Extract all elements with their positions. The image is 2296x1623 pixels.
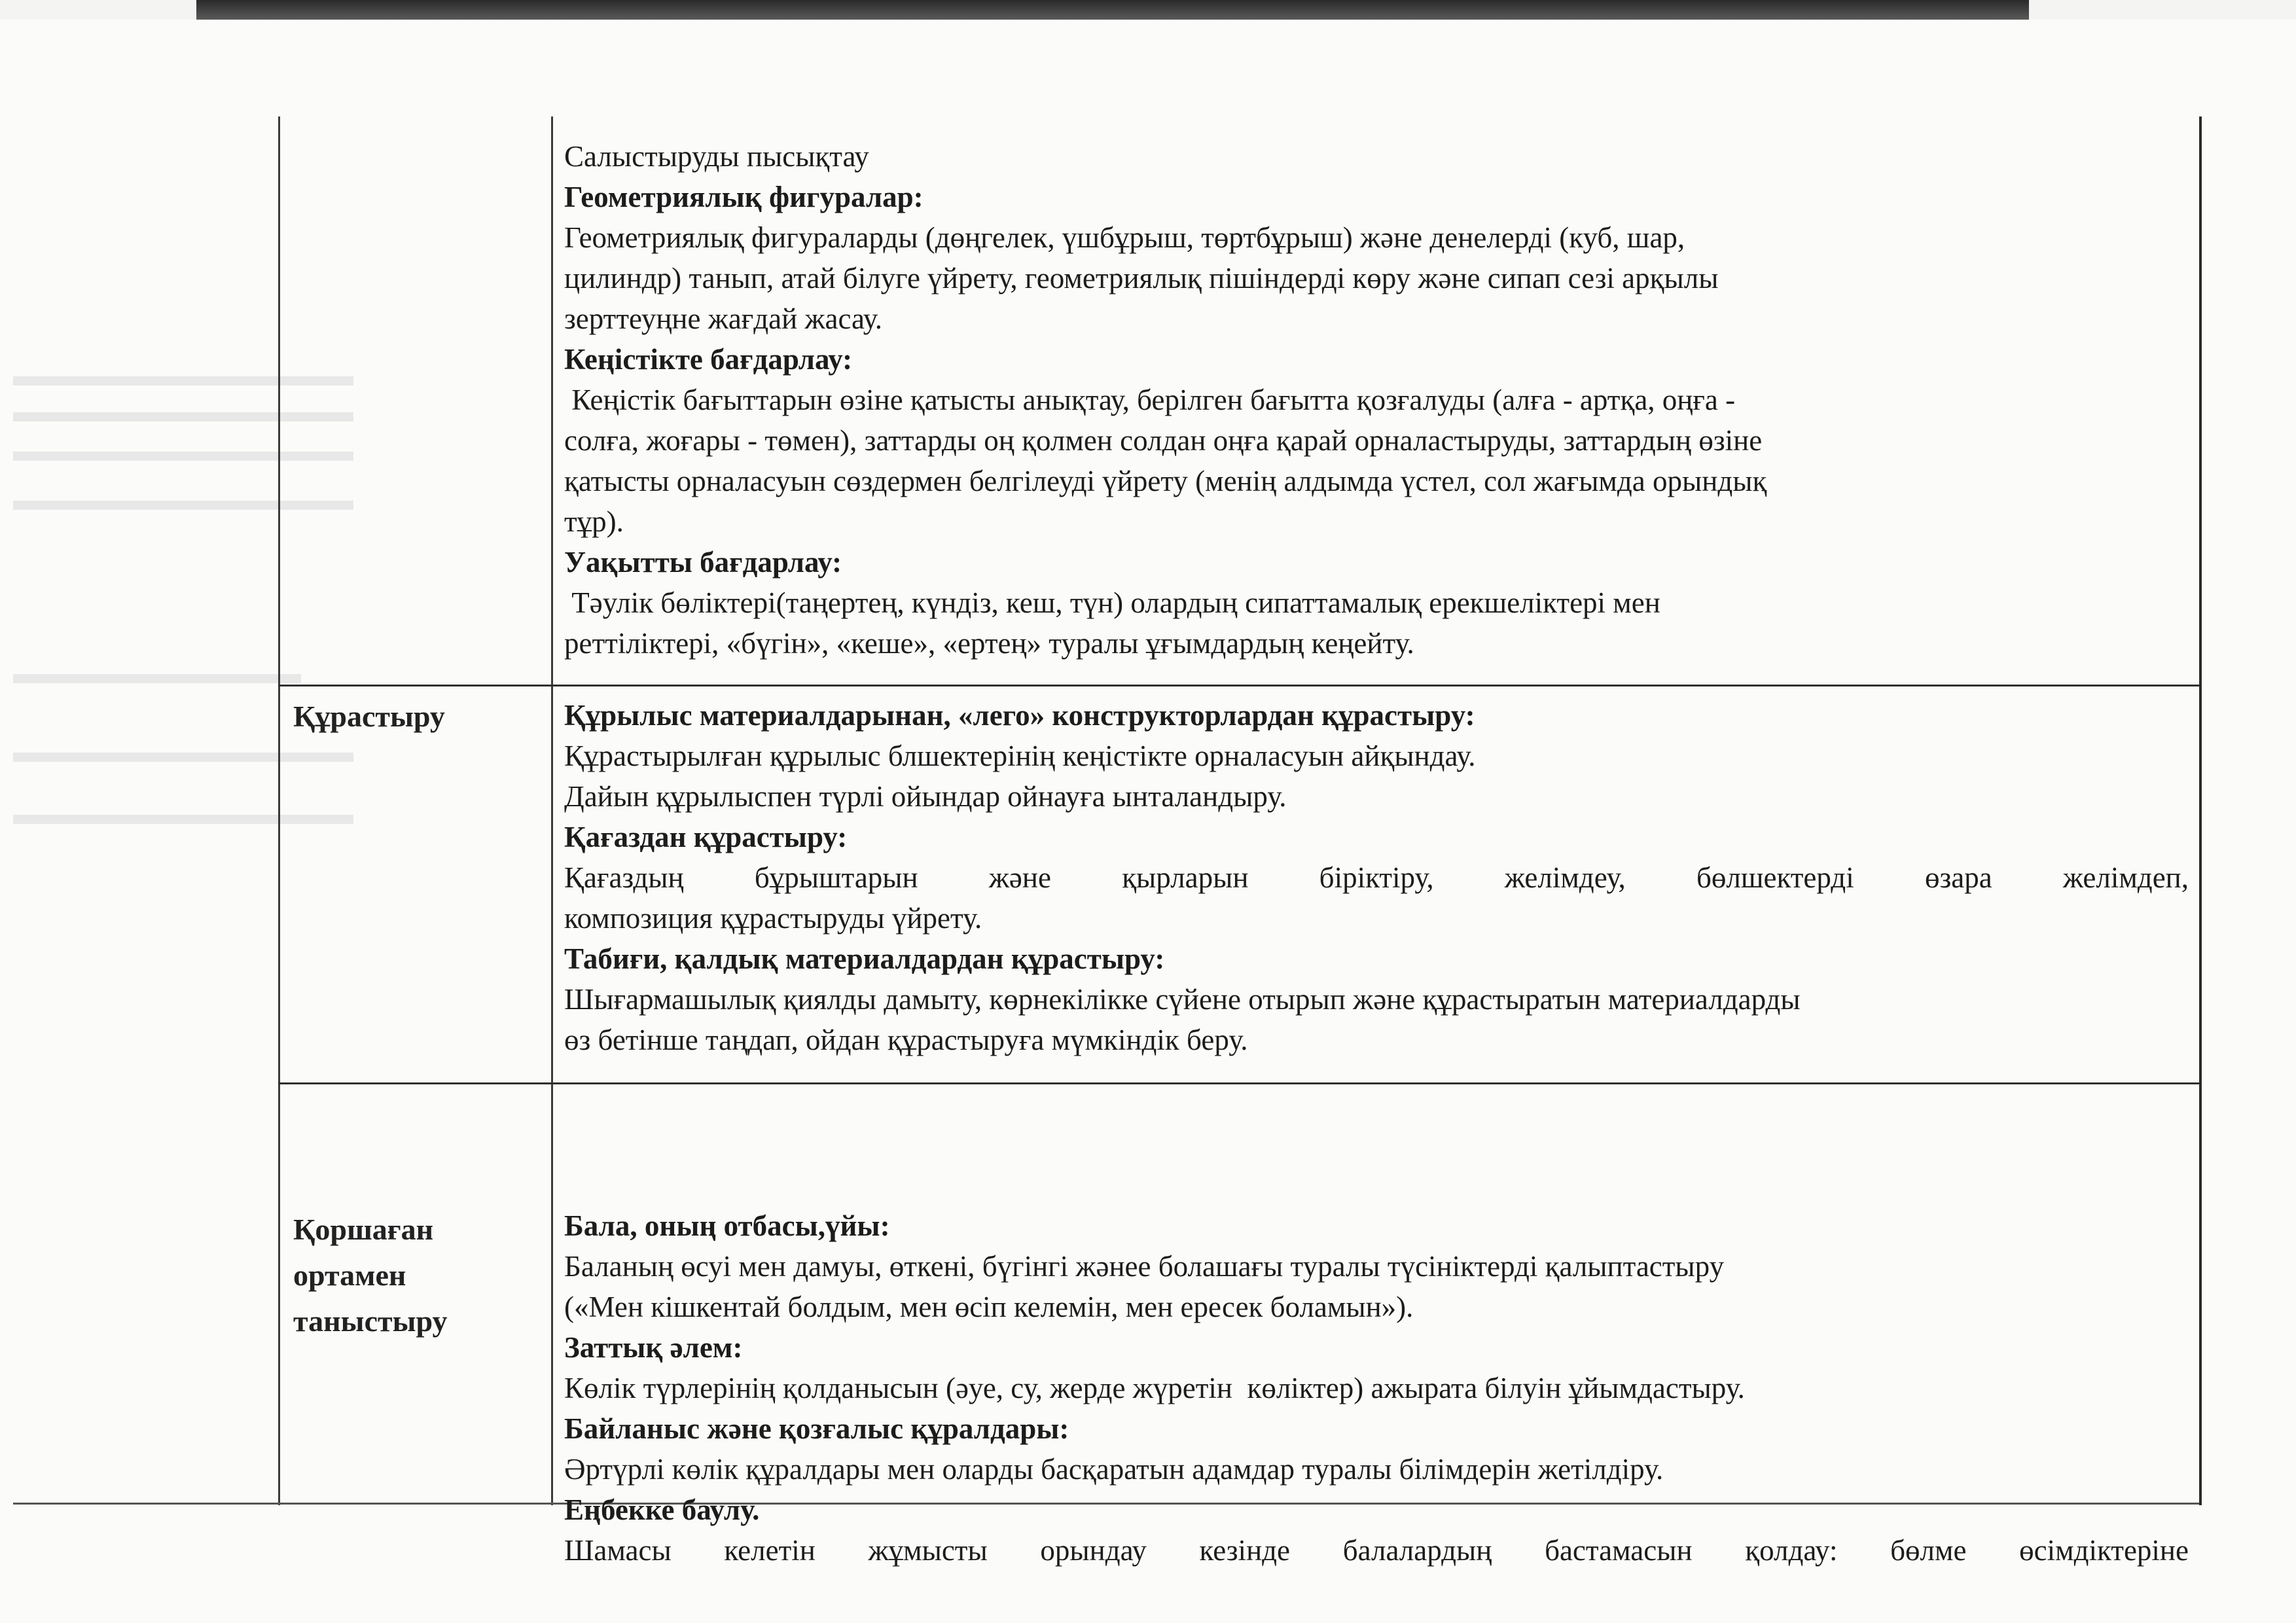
text-line: Құрастырылған құрылыс блшектерінің кеңістікте орналасуын айқындау. xyxy=(564,740,1476,772)
section-heading: Байланыс және қозғалыс құралдары: xyxy=(564,1412,1069,1445)
curriculum-table xyxy=(13,116,2202,1567)
text-line: Әртүрлі көлік құралдары мен оларды басқаратын адамдар туралы білімдерін жетілдіру. xyxy=(564,1453,1664,1486)
text-line: реттіліктері, «бүгін», «кеше», «ертең» туралы ұғымдардың кеңейту. xyxy=(564,627,1414,660)
text-line: Геометриялық фигураларды (дөңгелек, үшбұрыш, төртбұрыш) және денелерді (куб, шар, xyxy=(564,221,1685,254)
text-line: өз бетінше таңдап, ойдан құрастыруға мүмкіндік беру. xyxy=(564,1024,1248,1056)
row-content xyxy=(564,1205,2189,1571)
text-line: Кеңістік бағыттарын өзіне қатысты анықтау, берілген бағытта қозғалуды (алға - артқа, оңға - xyxy=(564,383,1736,416)
text-line: зерттеуңне жағдай жасау. xyxy=(564,302,882,335)
text-line: Шамасы келетін жұмысты орындау кезінде балалардың бастамасын қолдау: бөлме өсімдіктеріне xyxy=(564,1534,2189,1567)
row-category-line: ортамен xyxy=(293,1258,406,1292)
text-line: Шығармашылық қиялды дамыту, көрнекілікке сүйене отырып және құрастыратын материалдарды xyxy=(564,983,1801,1016)
text-line: Қағаздың бұрыштарын және қырларын біріктіру, желімдеу, бөлшектерді өзара желімдеп, xyxy=(564,861,2189,894)
row-category: Құрастыру xyxy=(293,700,445,733)
table-row xyxy=(13,685,2199,1082)
text-line: тұр). xyxy=(564,505,624,538)
text-line: («Мен кішкентай болдым, мен өсіп келемін, мен ересек боламын»). xyxy=(564,1291,1414,1323)
section-heading: Қағаздан құрастыру: xyxy=(564,821,848,853)
text-line: Дайын құрылыспен түрлі ойындар ойнауға ынталандыру. xyxy=(564,780,1287,813)
row-content xyxy=(564,136,2189,664)
table-row xyxy=(13,1082,2199,1567)
text-line: Баланың өсуі мен дамуы, өткені, бүгінгі жәнее болашағы туралы түсініктерді қалыптастыру xyxy=(564,1250,1725,1283)
row-category xyxy=(293,1207,555,1344)
text-line: солға, жоғары - төмен), заттарды оң қолмен солдан оңға қарай орналастыруды, заттардың өзіне xyxy=(564,424,1763,457)
section-heading: Геометриялық фигуралар: xyxy=(564,181,924,213)
section-heading: Заттық әлем: xyxy=(564,1331,743,1364)
row-category-line: Қоршаған xyxy=(293,1213,434,1246)
row-content xyxy=(564,695,2189,1060)
scanned-page xyxy=(0,20,2296,1623)
text-line: қатысты орналасуын сөздермен белгілеуді үйрету (менің алдымда үстел, сол жағымда орындық xyxy=(564,465,1767,497)
text-line: композиция құрастыруды үйрету. xyxy=(564,902,982,935)
section-heading: Табиғи, қалдық материалдардан құрастыру: xyxy=(564,942,1165,975)
text-line: Көлік түрлерінің қолданысын (әуе, су, жерде жүретін көліктер) ажырата білуін ұйымдастыру. xyxy=(564,1372,1745,1404)
row-category-line: таныстыру xyxy=(293,1304,448,1338)
section-heading: Құрылыс материалдарынан, «лего» конструкторлардан құрастыру: xyxy=(564,699,1475,732)
text-line: цилиндр) танып, атай білуге үйрету, геометриялық пішіндерді көру және сипап сезі арқылы xyxy=(564,262,1719,294)
text-line: Тәулік бөліктері(таңертең, күндіз, кеш, түн) олардың сипаттамалық ерекшеліктері мен xyxy=(564,586,1660,619)
section-heading: Кеңістікте бағдарлау: xyxy=(564,343,853,376)
section-heading: Уақытты бағдарлау: xyxy=(564,546,842,579)
section-heading: Еңбекке баулу. xyxy=(564,1493,760,1526)
section-heading: Бала, оның отбасы,үйы: xyxy=(564,1209,890,1242)
text-line: Салыстыруды пысықтау xyxy=(564,140,869,173)
table-row xyxy=(13,116,2199,685)
